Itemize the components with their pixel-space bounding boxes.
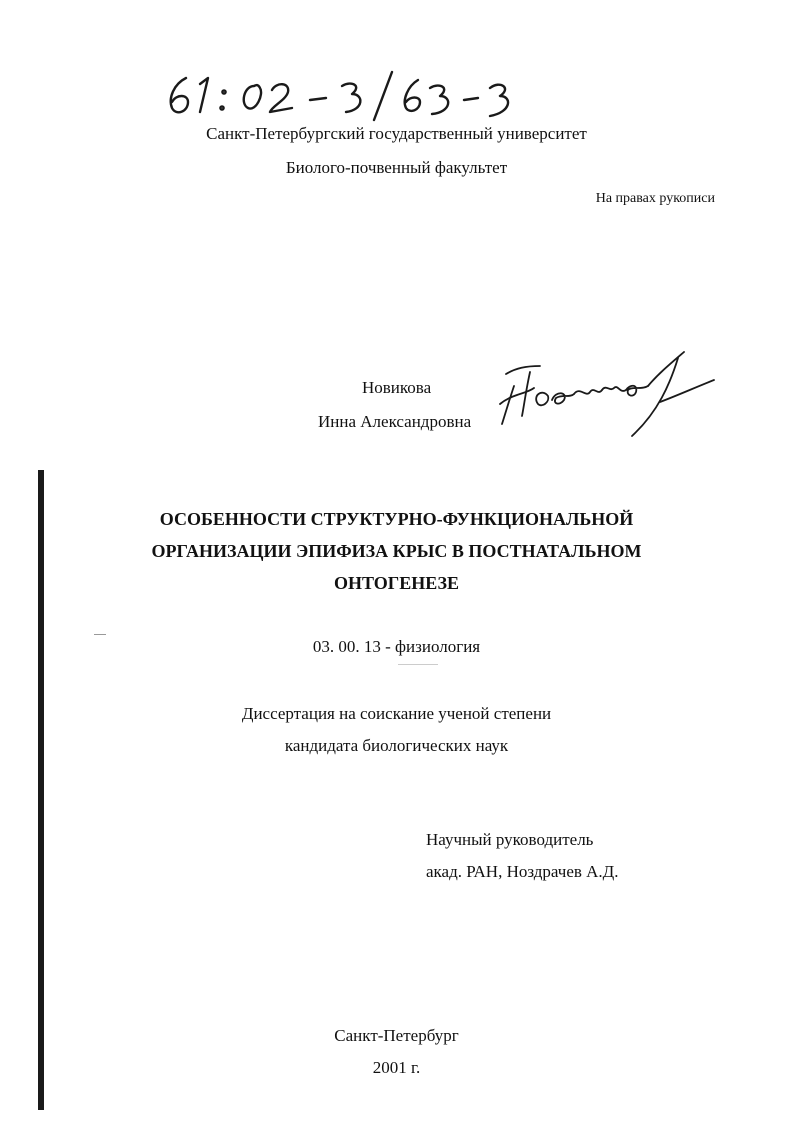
author-given-names: Инна Александровна	[318, 412, 472, 431]
university-name: Санкт-Петербургский государственный университет	[206, 124, 587, 143]
scan-speck	[398, 664, 438, 665]
dissertation-title-line-1: ОСОБЕННОСТИ СТРУКТУРНО-ФУНКЦИОНАЛЬНОЙ	[159, 509, 634, 529]
dissertation-title-line-3: ОНТОГЕНЕЗЕ	[334, 573, 459, 593]
handwritten-archive-code	[160, 66, 520, 120]
scan-edge-shadow	[38, 470, 44, 1110]
degree-line-2: кандидата биологических наук	[284, 736, 509, 755]
faculty-name: Биолого-почвенный факультет	[285, 158, 508, 177]
specialty-code: 03. 00. 13 - физиология	[312, 637, 481, 656]
city: Санкт-Петербург	[334, 1026, 459, 1045]
author-signature	[486, 344, 722, 440]
degree-line-1: Диссертация на соискание ученой степени	[241, 704, 552, 723]
scan-speck	[94, 634, 106, 635]
year: 2001 г.	[372, 1058, 421, 1077]
manuscript-rights: На правах рукописи	[595, 191, 715, 206]
author-surname: Новикова	[362, 378, 432, 397]
dissertation-title-line-2: ОРГАНИЗАЦИИ ЭПИФИЗА КРЫС В ПОСТНАТАЛЬНОМ	[151, 541, 642, 561]
supervisor-label: Научный руководитель	[426, 830, 594, 849]
supervisor-name: акад. РАН, Ноздрачев А.Д.	[426, 862, 619, 881]
